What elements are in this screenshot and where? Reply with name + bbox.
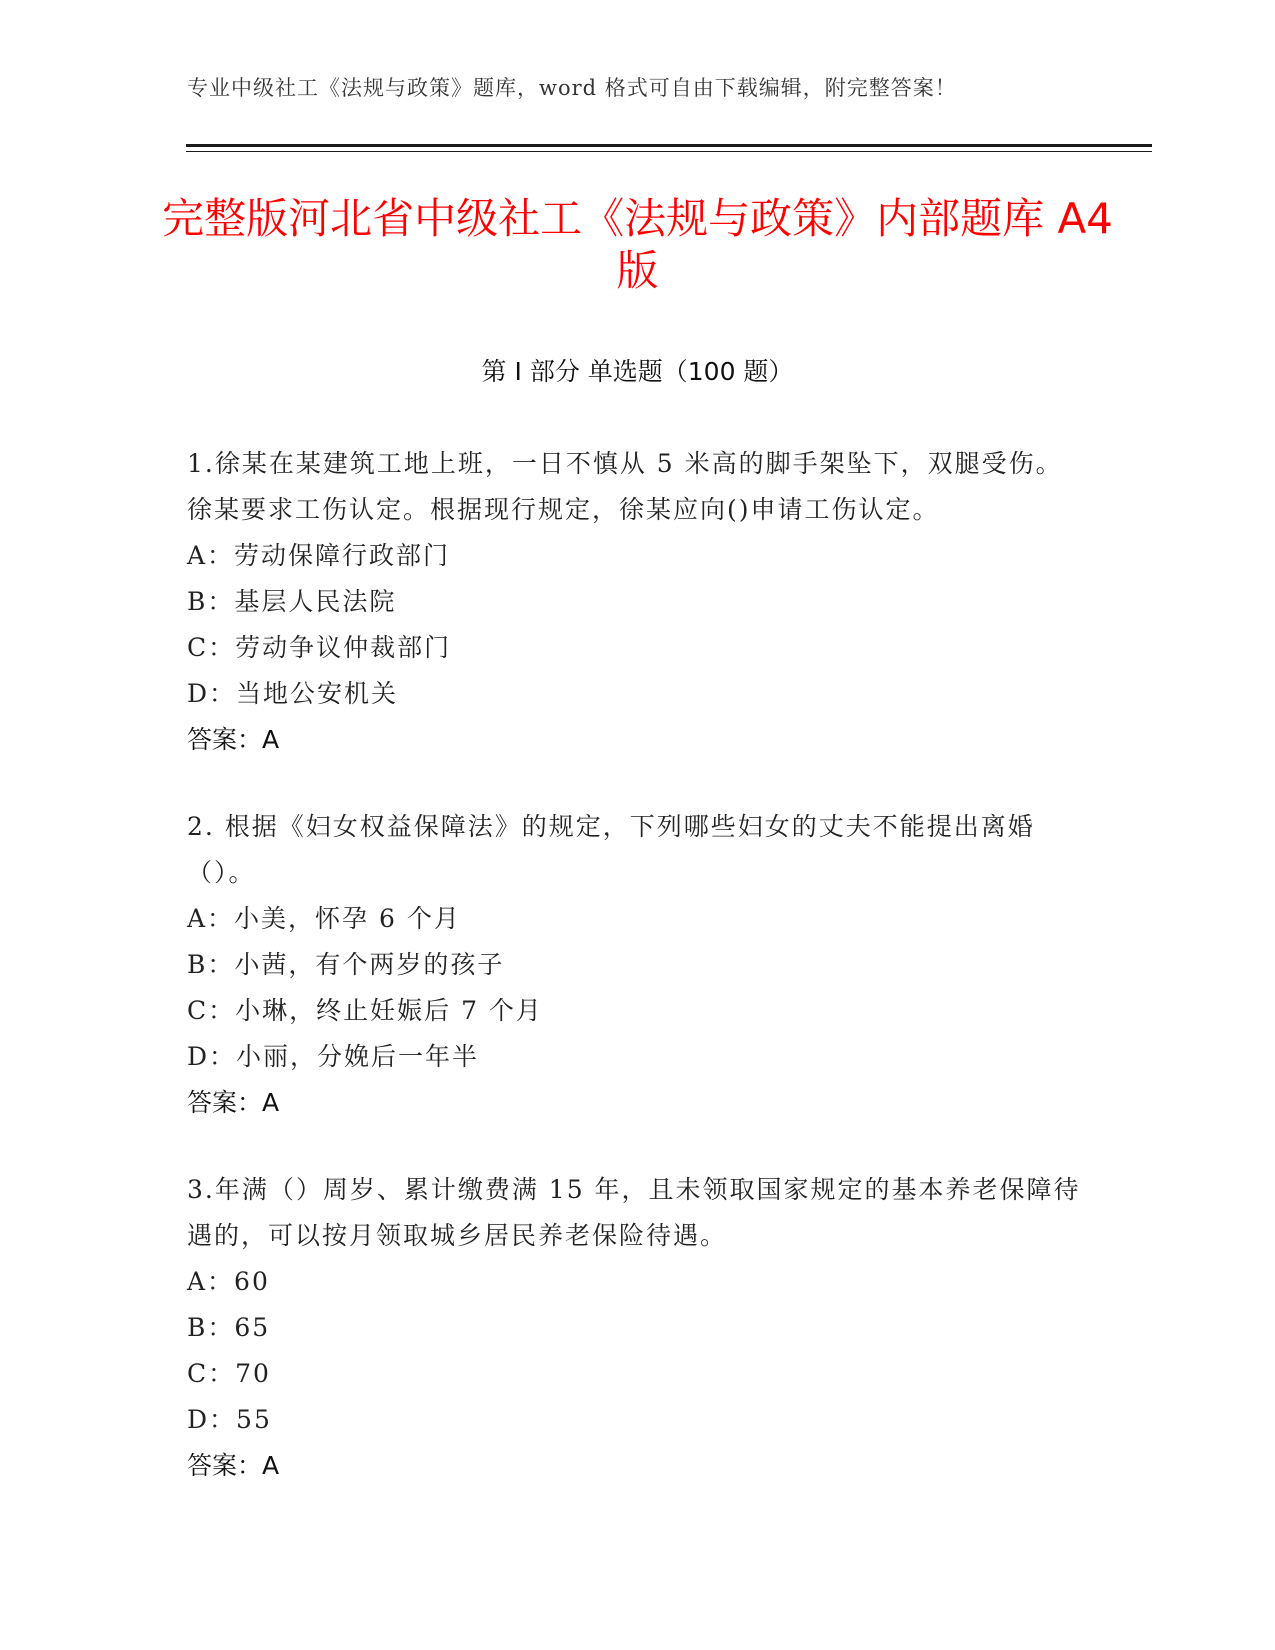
question-2 <box>187 804 1087 1126</box>
answer-line: 答案：A <box>187 1451 280 1480</box>
question-stem: 1.徐某在某建筑工地上班，一日不慎从 5 米高的脚手架坠下，双腿受伤。徐某要求工伤认定。根据现行规定，徐某应向()申请工伤认定。 <box>187 449 1063 524</box>
option-b: B：基层人民法院 <box>187 587 397 616</box>
option-d: D：小丽，分娩后一年半 <box>187 1042 480 1071</box>
option-d: D：55 <box>187 1405 272 1434</box>
option-b: B：65 <box>187 1313 271 1342</box>
option-a: A：劳动保障行政部门 <box>187 541 451 570</box>
answer-line: 答案：A <box>187 725 280 754</box>
document-title: 完整版河北省中级社工《法规与政策》内部题库 A4 版 <box>162 194 1113 295</box>
header-divider-thin <box>186 151 1152 152</box>
option-b: B：小茜，有个两岁的孩子 <box>187 950 505 979</box>
answer-line: 答案：A <box>187 1088 280 1117</box>
option-c: C：70 <box>187 1359 271 1388</box>
header-note: 专业中级社工《法规与政策》题库，word 格式可自由下载编辑，附完整答案！ <box>187 76 957 100</box>
option-c: C：劳动争议仲裁部门 <box>187 633 452 662</box>
option-d: D：当地公安机关 <box>187 679 399 708</box>
question-3 <box>187 1167 1087 1489</box>
option-a: A：小美，怀孕 6 个月 <box>187 904 461 933</box>
option-a: A：60 <box>187 1267 270 1296</box>
question-stem: 2. 根据《妇女权益保障法》的规定，下列哪些妇女的丈夫不能提出离婚（）。 <box>187 812 1035 887</box>
section-title: 第 I 部分 单选题（100 题） <box>481 357 794 386</box>
header-divider-thick <box>186 144 1152 147</box>
question-stem: 3.年满（）周岁、累计缴费满 15 年，且未领取国家规定的基本养老保障待遇的，可以按月领取城乡居民养老保险待遇。 <box>187 1175 1081 1250</box>
option-c: C：小琳，终止妊娠后 7 个月 <box>187 996 543 1025</box>
question-1 <box>187 441 1087 763</box>
